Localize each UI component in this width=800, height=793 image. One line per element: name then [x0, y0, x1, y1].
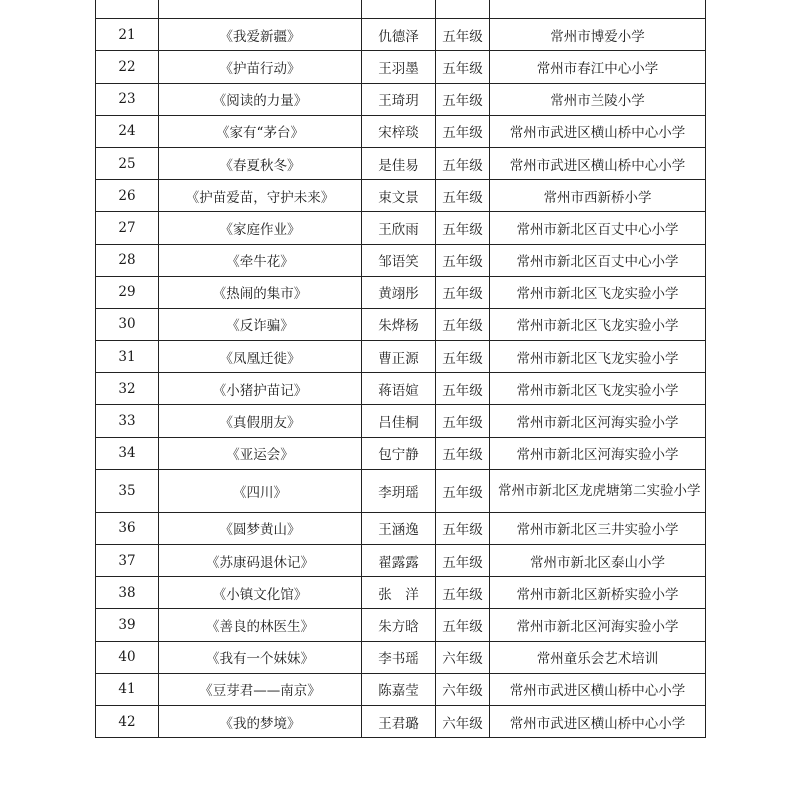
cell-grade: 五年级: [436, 147, 490, 179]
cell-grade: 五年级: [436, 512, 490, 544]
cell-number: 32: [96, 373, 159, 405]
cell-school: 常州童乐会艺术培训: [490, 641, 706, 673]
cell-number: 36: [96, 512, 159, 544]
cell-title: 《春夏秋冬》: [159, 147, 362, 179]
cell-grade: 五年级: [436, 308, 490, 340]
cell-grade: 五年级: [436, 180, 490, 212]
table-row: [96, 212, 706, 244]
cell-grade: 六年级: [436, 673, 490, 705]
cell-title: 《家庭作业》: [159, 212, 362, 244]
table-row: [96, 276, 706, 308]
award-list-table: [95, 0, 706, 738]
cell-name: 王羽墨: [362, 51, 436, 83]
cell-school: 常州市新北区飞龙实验小学: [490, 341, 706, 373]
cell-grade: [436, 0, 490, 19]
cell-school: 常州市新北区泰山小学: [490, 545, 706, 577]
cell-grade: 五年级: [436, 577, 490, 609]
cell-grade: 六年级: [436, 641, 490, 673]
cell-number: 38: [96, 577, 159, 609]
table-row: [96, 609, 706, 641]
cell-grade: 五年级: [436, 373, 490, 405]
cell-number: 30: [96, 308, 159, 340]
cell-grade: 五年级: [436, 469, 490, 512]
cell-grade: 五年级: [436, 115, 490, 147]
cell-title: 《善良的林医生》: [159, 609, 362, 641]
cell-school: 常州市新北区飞龙实验小学: [490, 373, 706, 405]
table-row: [96, 469, 706, 512]
cell-school: 常州市兰陵小学: [490, 83, 706, 115]
table-row: [96, 83, 706, 115]
cell-name: 翟露露: [362, 545, 436, 577]
cell-name: 黄翊彤: [362, 276, 436, 308]
table-row: [96, 115, 706, 147]
table-row: [96, 705, 706, 737]
table-row: [96, 51, 706, 83]
cell-title: 《我有一个妹妹》: [159, 641, 362, 673]
cell-number: 34: [96, 437, 159, 469]
cell-number: 33: [96, 405, 159, 437]
cell-title: 《阅读的力量》: [159, 83, 362, 115]
cell-school: 常州市新北区飞龙实验小学: [490, 308, 706, 340]
cell-school: 常州市新北区百丈中心小学: [490, 244, 706, 276]
cell-name: 包宁静: [362, 437, 436, 469]
cell-title: 《豆芽君——南京》: [159, 673, 362, 705]
cell-name: 宋梓琰: [362, 115, 436, 147]
cell-title: 《护苗行动》: [159, 51, 362, 83]
cell-number: 42: [96, 705, 159, 737]
cell-title: 《反诈骗》: [159, 308, 362, 340]
cell-name: 王涵逸: [362, 512, 436, 544]
table-row: [96, 0, 706, 19]
table-row: [96, 545, 706, 577]
cell-school: 常州市新北区百丈中心小学: [490, 212, 706, 244]
cell-name: 是佳易: [362, 147, 436, 179]
cell-school: 常州市春江中心小学: [490, 51, 706, 83]
cell-title: 《家有“茅台》: [159, 115, 362, 147]
cell-title: 《四川》: [159, 469, 362, 512]
table-row: [96, 673, 706, 705]
cell-name: 李书瑶: [362, 641, 436, 673]
cell-name: 王君璐: [362, 705, 436, 737]
table-row: [96, 641, 706, 673]
table-row: [96, 437, 706, 469]
cell-grade: 五年级: [436, 244, 490, 276]
cell-school: 常州市武进区横山桥中心小学: [490, 673, 706, 705]
cell-number: 23: [96, 83, 159, 115]
cell-number: 31: [96, 341, 159, 373]
cell-name: 蒋语媗: [362, 373, 436, 405]
cell-name: 李玥瑶: [362, 469, 436, 512]
cell-grade: 五年级: [436, 341, 490, 373]
cell-school: 常州市西新桥小学: [490, 180, 706, 212]
cell-grade: 五年级: [436, 212, 490, 244]
cell-grade: 五年级: [436, 19, 490, 51]
cell-number: 29: [96, 276, 159, 308]
table-row: [96, 180, 706, 212]
cell-school: 常州市博爱小学: [490, 19, 706, 51]
table-row: [96, 308, 706, 340]
table-row: [96, 19, 706, 51]
cell-grade: 五年级: [436, 83, 490, 115]
cell-school: 常州市新北区河海实验小学: [490, 405, 706, 437]
cell-school: [490, 0, 706, 19]
cell-name: 曹正源: [362, 341, 436, 373]
cell-grade: 五年级: [436, 437, 490, 469]
cell-title: 《牵牛花》: [159, 244, 362, 276]
cell-name: 朱方晗: [362, 609, 436, 641]
cell-number: 25: [96, 147, 159, 179]
cell-number: 41: [96, 673, 159, 705]
table-row: [96, 512, 706, 544]
cell-title: 《亚运会》: [159, 437, 362, 469]
cell-school: 常州市新北区三井实验小学: [490, 512, 706, 544]
cell-school: 常州市武进区横山桥中心小学: [490, 147, 706, 179]
cell-school: 常州市新北区飞龙实验小学: [490, 276, 706, 308]
cell-school: 常州市新北区河海实验小学: [490, 609, 706, 641]
cell-title: 《苏康码退休记》: [159, 545, 362, 577]
cell-name: 王欣雨: [362, 212, 436, 244]
cell-name: 吕佳桐: [362, 405, 436, 437]
cell-title: 《真假朋友》: [159, 405, 362, 437]
table-body: [96, 0, 706, 738]
cell-grade: 五年级: [436, 609, 490, 641]
cell-number: 37: [96, 545, 159, 577]
cell-number: 22: [96, 51, 159, 83]
cell-title: 《圆梦黄山》: [159, 512, 362, 544]
table-row: [96, 405, 706, 437]
cell-name: 邹语笑: [362, 244, 436, 276]
cell-school: 常州市新北区新桥实验小学: [490, 577, 706, 609]
cell-grade: 六年级: [436, 705, 490, 737]
cell-title: 《热闹的集市》: [159, 276, 362, 308]
cell-school: 常州市武进区横山桥中心小学: [490, 705, 706, 737]
cell-number: 21: [96, 19, 159, 51]
cell-number: 35: [96, 469, 159, 512]
cell-name: 陈嘉莹: [362, 673, 436, 705]
cell-number: 39: [96, 609, 159, 641]
cell-grade: 五年级: [436, 545, 490, 577]
cell-title: 《护苗爱苗，守护未来》: [159, 180, 362, 212]
table-row: [96, 147, 706, 179]
cell-number: 28: [96, 244, 159, 276]
cell-school: 常州市新北区河海实验小学: [490, 437, 706, 469]
cell-number: 24: [96, 115, 159, 147]
cell-title: 《小猪护苗记》: [159, 373, 362, 405]
cell-number: 26: [96, 180, 159, 212]
table-row: [96, 244, 706, 276]
table-row: [96, 577, 706, 609]
cell-title: 《我爱新疆》: [159, 19, 362, 51]
cell-number: 27: [96, 212, 159, 244]
cell-title: 《我的梦境》: [159, 705, 362, 737]
cell-school: 常州市武进区横山桥中心小学: [490, 115, 706, 147]
cell-school: 常州市新北区龙虎塘第二实验小学: [490, 469, 706, 512]
table-row: [96, 341, 706, 373]
cell-title: 《凤凰迁徙》: [159, 341, 362, 373]
cell-name: 张 洋: [362, 577, 436, 609]
table-row: [96, 373, 706, 405]
cell-name: 朱烨杨: [362, 308, 436, 340]
cell-grade: 五年级: [436, 405, 490, 437]
cell-name: [362, 0, 436, 19]
cell-name: 仇德泽: [362, 19, 436, 51]
cell-name: 束文景: [362, 180, 436, 212]
cell-number: [96, 0, 159, 19]
cell-grade: 五年级: [436, 51, 490, 83]
cell-name: 王琦玥: [362, 83, 436, 115]
cell-grade: 五年级: [436, 276, 490, 308]
cell-title: [159, 0, 362, 19]
cell-title: 《小镇文化馆》: [159, 577, 362, 609]
cell-number: 40: [96, 641, 159, 673]
